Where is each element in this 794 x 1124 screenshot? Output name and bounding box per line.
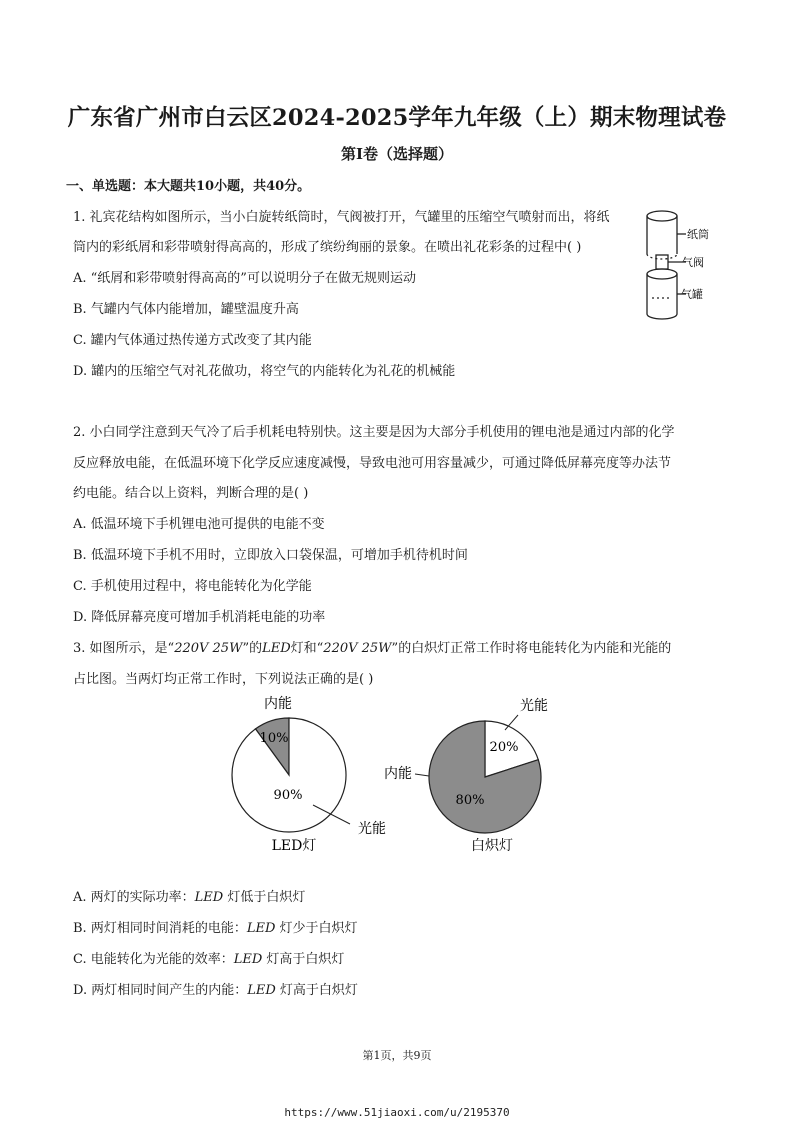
energy-pie-charts — [200, 688, 560, 864]
q2-stem-line-3: 约电能。结合以上资料，判断合理的是( ) — [73, 486, 309, 501]
tank-label: 气罐 — [681, 288, 703, 301]
q2-option-b: B. 低温环境下手机不用时，立即放入口袋保温，可增加手机待机时间 — [73, 548, 468, 563]
q3-option-a: A. 两灯的实际功率：LED 灯低于白炽灯 — [73, 890, 306, 905]
inc-internal-energy-label: 内能 — [384, 766, 412, 782]
valve-label: 气阀 — [682, 256, 704, 269]
q3-option-c: C. 电能转化为光能的效率：LED 灯高于白炽灯 — [73, 952, 345, 967]
inc-light-energy-value: 20% — [489, 740, 519, 755]
watermark-url: https://www.51jiaoxi.com/u/2195370 — [284, 1106, 510, 1119]
q3-stem-line-1: 3. 如图所示，是“220V 25W”的LED灯和“220V 25W”的白炽灯正常工作时将电能转化为内能和光能的 — [73, 641, 672, 656]
led-chart-title: LED灯 — [271, 838, 317, 854]
q2-stem-line-1: 2. 小白同学注意到天气冷了后手机耗电特别快。这主要是因为大部分手机使用的锂电池是通过内部的化学 — [73, 425, 675, 440]
led-light-energy-label: 光能 — [358, 821, 386, 837]
q1-option-d: D. 罐内的压缩空气对礼花做功，将空气的内能转化为礼花的机械能 — [73, 364, 456, 379]
inc-internal-energy-value: 80% — [455, 793, 485, 808]
confetti-launcher-figure — [640, 204, 722, 330]
q2-option-a: A. 低温环境下手机锂电池可提供的电能不变 — [73, 517, 325, 532]
q1-option-b: B. 气罐内气体内能增加，罐壁温度升高 — [73, 302, 299, 317]
pie-slice-led-1 — [232, 718, 346, 832]
led-internal-energy-label: 内能 — [264, 696, 292, 712]
inc-chart-title: 白炽灯 — [471, 838, 513, 854]
section-heading: 一、单选题：本大题共10小题，共40分。 — [66, 179, 311, 194]
led-pie-chart — [232, 718, 346, 832]
page-number: 第1页，共9页 — [362, 1049, 432, 1062]
q3-option-b: B. 两灯相同时间消耗的电能：LED 灯少于白炽灯 — [73, 921, 358, 936]
q1-stem-line-2: 筒内的彩纸屑和彩带喷射得高高的，形成了缤纷绚丽的景象。在喷出礼花彩条的过程中( ) — [73, 240, 582, 255]
inc-internal-leader-line — [415, 774, 429, 776]
q2-stem-line-2: 反应释放电能，在低温环境下化学反应速度减慢，导致电池可用容量减少，可通过降低屏幕亮度等办法节 — [73, 456, 672, 471]
q2-option-d: D. 降低屏幕亮度可增加手机消耗电能的功率 — [73, 610, 326, 625]
q3-stem-line-2: 占比图。当两灯均正常工作时，下列说法正确的是( ) — [73, 672, 374, 687]
tube-label: 纸筒 — [687, 228, 709, 241]
q1-option-c: C. 罐内气体通过热传递方式改变了其内能 — [73, 333, 312, 348]
q2-option-c: C. 手机使用过程中，将电能转化为化学能 — [73, 579, 312, 594]
q1-stem-line-1: 1. 礼宾花结构如图所示，当小白旋转纸筒时，气阀被打开，气罐里的压缩空气喷射而出，将纸 — [73, 210, 610, 225]
volume-heading: 第I卷（选择题） — [340, 145, 454, 163]
inc-light-energy-label: 光能 — [520, 698, 548, 714]
led-light-energy-value: 90% — [273, 788, 303, 803]
led-internal-energy-value: 10% — [259, 731, 289, 746]
q1-option-a: A. “纸屑和彩带喷射得高高的”可以说明分子在做无规则运动 — [73, 271, 416, 286]
incandescent-pie-chart — [429, 721, 541, 833]
page-title: 广东省广州市白云区2024-2025学年九年级（上）期末物理试卷 — [67, 105, 727, 131]
q3-option-d: D. 两灯相同时间产生的内能：LED 灯高于白炽灯 — [73, 983, 358, 998]
